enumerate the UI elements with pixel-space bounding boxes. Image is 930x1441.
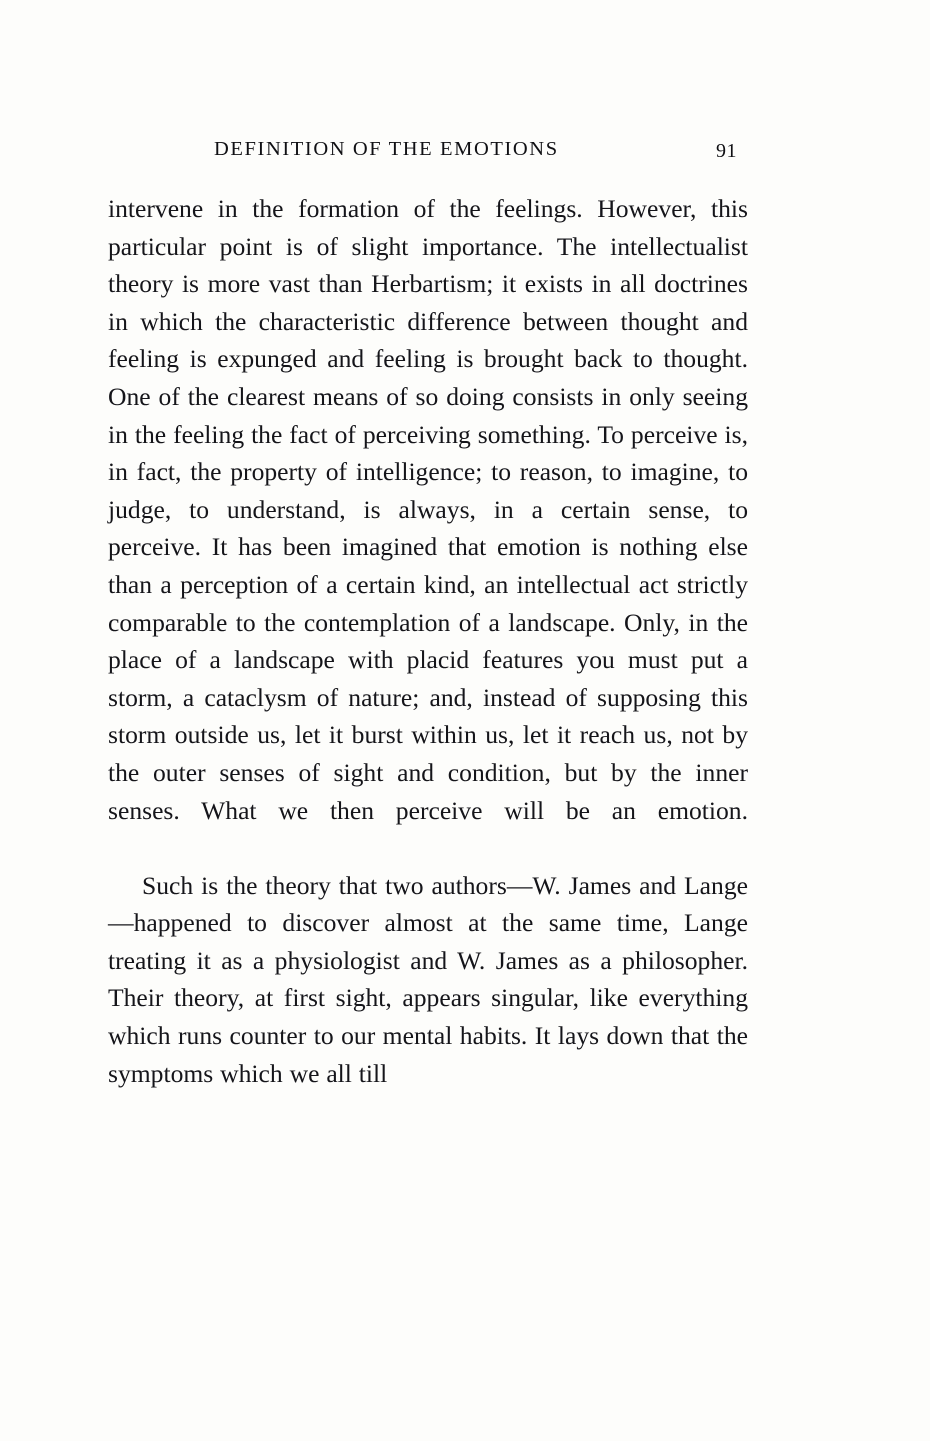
body-text	[108, 190, 748, 1092]
running-head	[0, 138, 930, 166]
paragraph: Such is the theory that two authors—W. James and Lange—happened to discover almost at the same time, Lange treating it as a physiologist and W. James as a philosopher. Their theory, at first sight, appears singular, like everything which runs counter to our mental habits. It lays down that the symptoms which we all till	[108, 870, 748, 1088]
paragraph: intervene in the formation of the feelings. However, this particular point is of slight importance. The intellectualist theory is more vast than Herbartism; it exists in all doctrines in which the characteristic difference between thought and feeling is expunged and feeling is brought back to thought. One of the clearest means of so doing consists in only seeing in the feeling the fact of perceiving something. To perceive is, in fact, the property of intelligence; to reason, to imagine, to judge, to understand, is always, in a certain sense, to perceive. It has been imagined that emotion is nothing else than a perception of a certain kind, an intellectual act strictly comparable to the contemplation of a landscape. Only, in the place of a landscape with placid features you must put a storm, a cataclysm of nature; and, instead of supposing this storm outside us, let it burst within us, let it reach us, not by the outer senses of sight and condition, but by the inner senses. What we then perceive will be an emotion.	[108, 194, 748, 825]
page-number: 91	[716, 140, 737, 162]
running-head-title: DEFINITION OF THE EMOTIONS	[214, 138, 559, 160]
